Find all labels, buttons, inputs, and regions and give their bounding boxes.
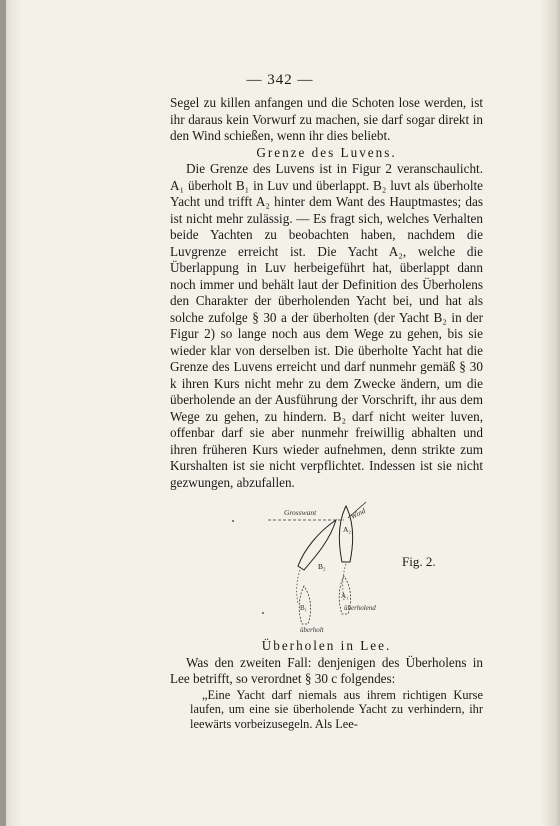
label-a1: A₁: [341, 592, 349, 600]
heading-grenze-des-luvens: Grenze des Luvens.: [256, 144, 397, 160]
label-a2: A₂: [343, 525, 352, 534]
section-ueberholen-in-lee: [170, 638, 483, 731]
quote-paragraph: „Eine Yacht darf niemals aus ihrem richtigen Kurse laufen, um eine sie überholende Yacht zu verhindern, ihr leewärts vorbeizusegeln. Als Lee-: [190, 687, 483, 731]
section-luvens: [170, 95, 483, 491]
heading-ueberholen-in-lee: Überholen in Lee.: [261, 638, 392, 653]
speck: [262, 612, 264, 614]
speck: [232, 520, 234, 522]
book-spine: [0, 0, 6, 826]
figure-caption: Fig. 2.: [402, 554, 436, 569]
lee-paragraph: Was den zweiten Fall: denjenigen des Überholens in Lee betrifft, so verordnet § 30 c folgendes:: [170, 654, 483, 686]
label-b1: B₁: [300, 604, 308, 612]
label-ueberholend: überholend: [344, 604, 376, 612]
figure-2-diagram: [258, 498, 378, 634]
label-grosswant: Grosswant: [284, 508, 317, 517]
luvens-paragraph: Die Grenze des Luvens ist in Figur 2 veranschaulicht. A₁ überholt B₁ in Luv und überlappt. B₂ luvt als überholte Yacht und trifft A₂ hinter dem Want des Hauptmastes; das ist nicht mehr zulässig. — Es fragt sich, welches Verhalten beide Yachten zu beobachten haben, nachdem die Luvgrenze erreicht ist. Die Yacht A₂, welche die Überlappung in Luv herbeigeführt hat, überlappt dann noch immer und behält laut der Definition des Überholens den Charakter der überholenden Yacht bei, und hat als solche zufolge § 30 a der überholten (der Yacht B₂ in der Figur 2) so lange noch aus dem Wege zu gehen, bis sie wieder klar von derselben ist. Die überholte Yacht hat die Grenze des Luvens erreicht und darf nunmehr gemäß § 30 k ihren Kurs nicht mehr zu dem Zwecke ändern, um die überholende an der Ausführung der Vorschrift, ihr aus dem Wege zu gehen, zu hindern. B₂ darf nicht weiter luven, offenbar darf sie aber nunmehr freiwillig abhalten und ihren früheren Kurs wieder aufnehmen, denn strikte zum Kurshalten ist sie nicht verpflichtet. Indessen ist sie nicht gezwungen, abzufallen.: [170, 161, 483, 490]
label-wind: Wind: [349, 505, 367, 522]
label-ueberholt: überholt: [300, 626, 324, 634]
page-number: — 342 —: [246, 72, 314, 88]
label-b2: B₂: [318, 562, 326, 571]
intro-paragraph: Segel zu killen anfangen und die Schoten lose werden, ist ihr daraus kein Vorwurf zu machen, sie darf sogar direkt in den Wind schießen, wenn ihr dies beliebt.: [170, 95, 483, 143]
